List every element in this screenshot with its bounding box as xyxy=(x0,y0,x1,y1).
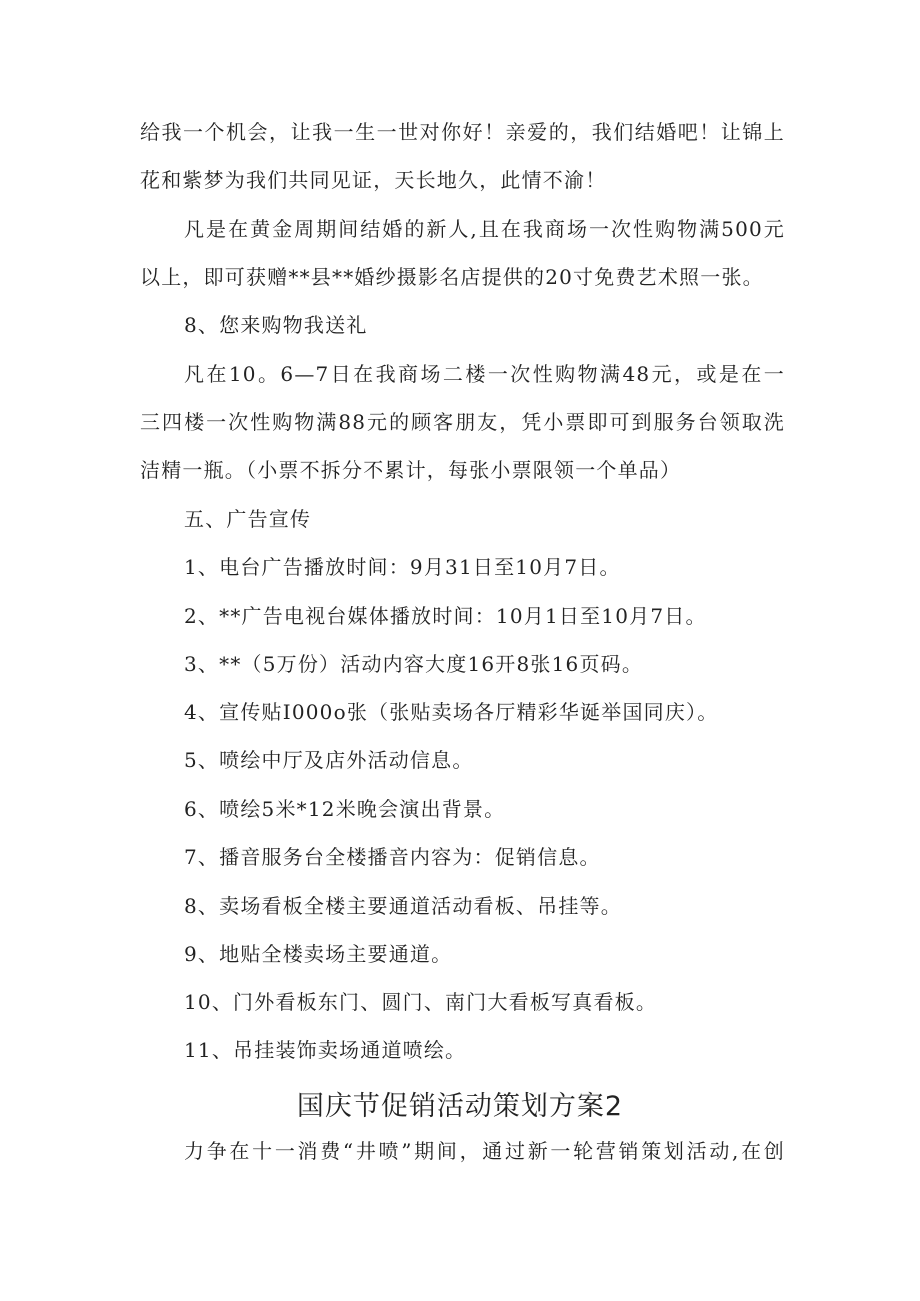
list-item: 10、门外看板东门、圆门、南门大看板写真看板。 xyxy=(184,990,658,1014)
list-item: 5、喷绘中厅及店外活动信息。 xyxy=(184,748,474,772)
list-item: 7、播音服务台全楼播音内容为：促销信息。 xyxy=(184,845,601,869)
paragraph-line: 凡是在黄金周期间结婚的新人,且在我商场一次性购物满500元 xyxy=(184,217,785,241)
list-item: 4、宣传贴I000o张（张贴卖场各厅精彩华诞举国同庆）。 xyxy=(184,700,719,724)
section-item-heading: 8、您来购物我送礼 xyxy=(184,313,368,337)
paragraph-line: 力争在十一消费“井喷”期间，通过新一轮营销策划活动,在创 xyxy=(184,1139,785,1163)
list-item: 11、吊挂装饰卖场通道喷绘。 xyxy=(184,1038,467,1062)
list-item: 8、卖场看板全楼主要通道活动看板、吊挂等。 xyxy=(184,894,622,918)
list-item: 3、**（5万份）活动内容大度16开8张16页码。 xyxy=(184,652,644,676)
paragraph-line: 洁精一瓶。（小票不拆分不累计，每张小票限领一个单品） xyxy=(140,458,682,482)
list-item: 2、**广告电视台媒体播放时间：10月1日至10月7日。 xyxy=(184,604,707,628)
paragraph-line: 凡在10。6—7日在我商场二楼一次性购物满48元，或是在一 xyxy=(184,362,785,386)
paragraph-line: 花和紫梦为我们共同见证，天长地久，此情不渝！ xyxy=(140,168,607,192)
paragraph-line: 给我一个机会，让我一生一世对你好！亲爱的，我们结婚吧！让锦上 xyxy=(140,120,785,144)
list-item: 6、喷绘5米*12米晚会演出背景。 xyxy=(184,797,506,821)
paragraph-line: 三四楼一次性购物满88元的顾客朋友，凭小票即可到服务台领取洗 xyxy=(140,410,785,434)
list-item: 9、地贴全楼卖场主要通道。 xyxy=(184,942,453,966)
paragraph-line: 以上，即可获赠**县**婚纱摄影名店提供的20寸免费艺术照一张。 xyxy=(140,265,764,289)
list-item: 1、电台广告播放时间：9月31日至10月7日。 xyxy=(184,555,621,579)
section-heading: 五、广告宣传 xyxy=(184,507,312,531)
document-title: 国庆节促销活动策划方案2 xyxy=(296,1091,624,1122)
